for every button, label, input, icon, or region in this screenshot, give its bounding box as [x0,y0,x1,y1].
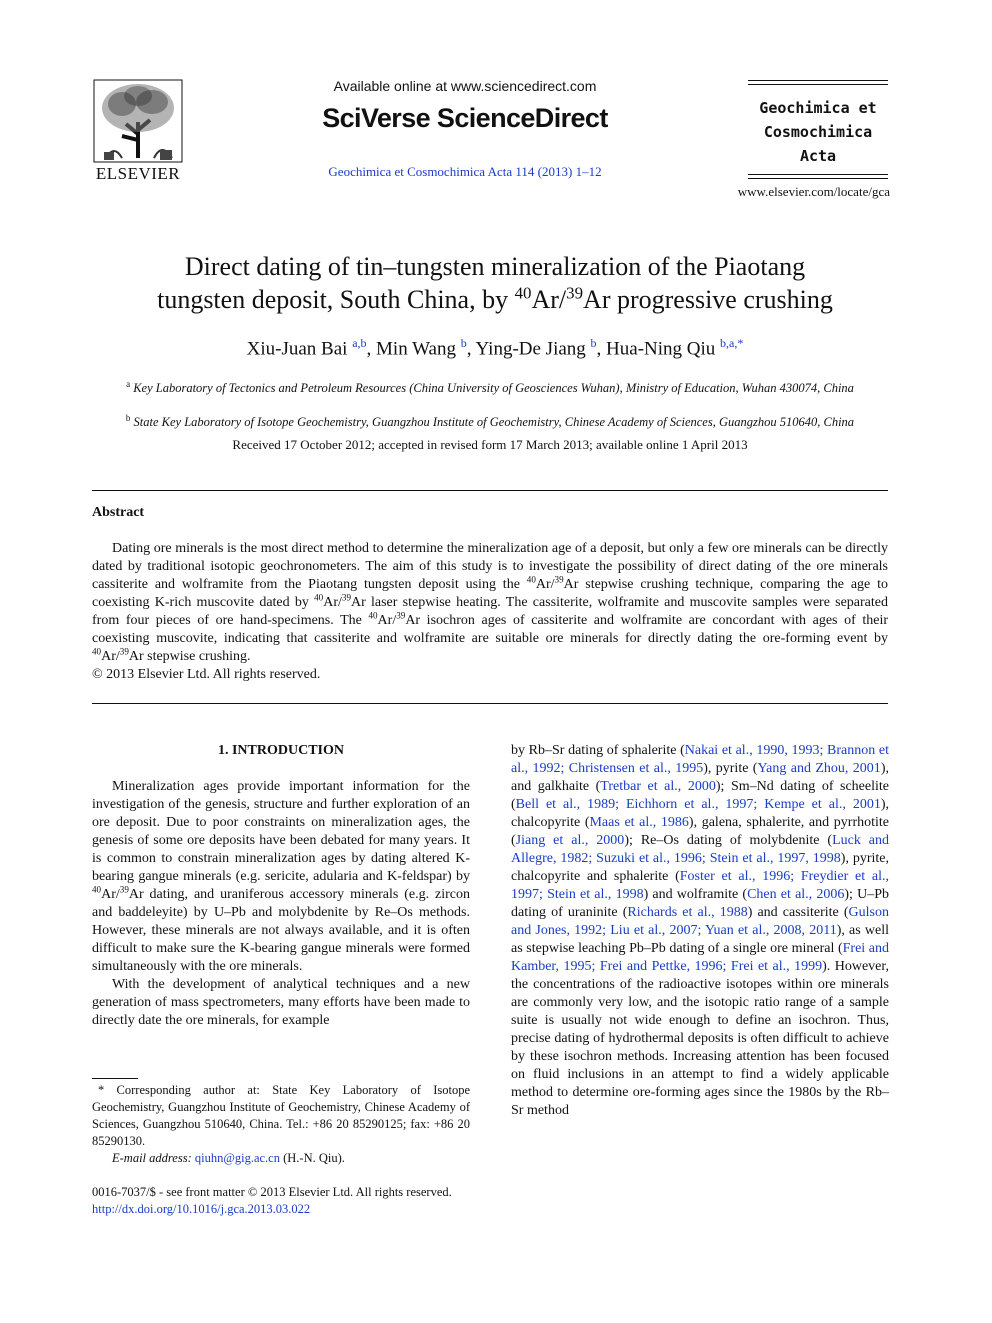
email-owner: (H.-N. Qiu). [283,1151,345,1165]
affiliation-mark: b [125,413,131,423]
body-text: Mineralization ages provide important information for the investigation of the genesis, structure and further exploration of an ore deposit. Due to poor constraints on mineralization ages, the genesis of some ore deposits have been debated for many years. It is common to constrain mineralization ages by dating altered K-bearing gangue minerals (e.g. sericite, adularia and K-feldspar) by [92,779,470,884]
isotope-superscript: 40 [92,646,102,657]
abstract-heading: Abstract [92,505,145,520]
abstract-text: Dating ore minerals is the most direct method to determine the mineralization age of a deposit, but only a few ore minerals can be directly dated by traditional isotopic geochronometers. The aim of this study is to investigate the possibility of direct dating of the ore minerals cassiterite and wolframite from the Piaotang tungsten deposit using the [92,541,888,592]
body-text: ), galena, sphalerite, and pyrrhotite ( [511,815,889,848]
body-text: ); Sm–Nd dating of scheelite ( [511,779,889,812]
abstract-text: Ar stepwise crushing technique, comparing the age to coexisting K-rich muscovite dated by [92,577,888,610]
journal-title-rule [748,178,888,179]
body-paragraph [511,742,889,1120]
front-matter [92,1184,592,1218]
abstract-top-rule [92,490,888,491]
author-name[interactable]: Hua-Ning Qiu [606,338,716,360]
body-text: ), chalcopyrite ( [511,797,889,830]
abstract-text: Ar/ [535,577,555,592]
journal-url[interactable]: www.elsevier.com/locate/gca [737,184,890,199]
body-text: ); Re–Os dating of molybdenite ( [624,833,833,848]
footnote-email-line [92,1150,470,1167]
author-separator: , [596,338,607,360]
abstract-body [92,540,888,684]
front-matter-line: 0016-7037/$ - see front matter © 2013 Elsevier Ltd. All rights reserved. [92,1185,452,1199]
isotope-superscript: 40 [314,592,324,603]
body-text: ), pyrite, chalcopyrite and sphalerite ( [511,851,889,884]
corresponding-author-footnote [92,1082,470,1167]
author-list [80,336,910,360]
author-affiliation-mark[interactable]: b,a,* [720,336,744,350]
body-text: ) and cassiterite ( [747,905,849,920]
citation-link[interactable]: Tretbar et al., 2000 [600,779,716,794]
article-title [80,250,910,316]
affiliation-text: Key Laboratory of Tectonics and Petroleum Resources (China University of Geosciences Wuhan), Ministry of Education, Wuhan 430074, China [133,381,854,396]
doi-link[interactable]: http://dx.doi.org/10.1016/j.gca.2013.03.022 [92,1202,311,1216]
article-dates: Received 17 October 2012; accepted in revised form 17 March 2013; available online 1 April 2013 [232,437,748,452]
intro-paragraph [92,778,470,976]
citation-link[interactable]: Richards et al., 1988 [627,905,748,920]
citation-link[interactable]: Yang and Zhou, 2001 [757,761,881,776]
title-text: Ar/ [531,285,567,314]
citation-link[interactable]: Chen et al., 2006 [747,887,845,902]
abstract-text: Ar/ [323,595,342,610]
author-name[interactable]: Xiu-Juan Bai [246,338,348,360]
abstract-text: Ar laser stepwise heating. The cassiterite, wolframite and muscovite samples were separated from four pieces of ore hand-specimens. The [92,595,888,628]
journal-title-rule [748,174,888,175]
section-heading: 1. INTRODUCTION [217,743,344,758]
journal-title-rule [748,84,888,85]
title-text: tungsten deposit, South China, by [157,285,515,314]
abstract-text: Ar isochron ages of cassiterite and wolframite are concordant with ages of their coexisting muscovite, indicating that cassiterite and wolframite are suitable ore minerals for directly dating the ore-forming event by [92,613,888,646]
affiliation-text: State Key Laboratory of Isotope Geochemistry, Guangzhou Institute of Geochemistry, Chinese Academy of Sciences, Guangzhou 510640, China [133,415,855,430]
abstract-text: Ar stepwise crushing. [128,649,251,664]
journal-citation-link[interactable]: Geochimica et Cosmochimica Acta 114 (2013) 1–12 [328,164,602,179]
journal-title-line: Acta [799,147,837,165]
title-text: Ar progressive crushing [583,285,833,314]
abstract-text: Ar/ [101,649,120,664]
isotope-superscript: 39 [119,884,129,895]
author-separator: , [466,338,476,360]
footnote-rule [92,1078,138,1079]
elsevier-tree-logo [92,78,184,164]
affiliation-b [92,410,888,431]
citation-link[interactable]: Luck and Allegre, 1982; Suzuki et al., 1996; Stein et al., 1997, 1998 [511,833,889,866]
citation-link[interactable]: Bell et al., 1989; Eichhorn et al., 1997; Kempe et al., 2001 [515,797,881,812]
body-text: ). However, the concentrations of the radioactive isotopes within ore minerals are commonly very low, and the isotopic ratio range of a sample suite is usually not wide enough to define an isochron. Thus, precise dating of hydrothermal deposits is often difficult to achieve by these isochron methods. Increasing attention has been focused on fluid inclusions in an attempt to find a widely applicable method to determine ore-forming ages since the 1980s by the Rb–Sr method [511,959,889,1118]
citation-link[interactable]: Maas et al., 1986 [589,815,689,830]
affiliation-mark: a [126,379,131,389]
journal-title-rule [748,80,888,81]
author-affiliation-mark[interactable]: a,b [352,336,367,350]
citation-link[interactable]: Nakai et al., 1990, 1993; Brannon et al., 1992; Christensen et al., 1995 [511,743,889,776]
isotope-superscript: 39 [566,283,584,303]
author-name[interactable]: Min Wang [376,338,456,360]
journal-title-block [740,96,896,168]
isotope-superscript: 39 [554,574,564,585]
citation-link[interactable]: Gulson and Jones, 1992; Liu et al., 2007; Yuan et al., 2008, 2011 [511,905,889,938]
email-label: E-mail address: [112,1151,192,1165]
body-text: Ar/ [101,887,120,902]
citation-link[interactable]: Frei and Kamber, 1995; Frei and Pettke, 1996; Frei et al., 1999 [511,941,890,974]
publisher-wordmark: ELSEVIER [95,164,181,183]
affiliation-a [92,376,888,397]
citation-link[interactable]: Jiang et al., 2000 [515,833,625,848]
journal-title-line: Cosmochimica [763,123,873,141]
isotope-superscript: 40 [514,283,532,303]
author-affiliation-mark[interactable]: b [460,336,467,350]
available-online-text: Available online at www.sciencedirect.com [333,78,597,94]
abstract-copyright: © 2013 Elsevier Ltd. All rights reserved. [92,667,321,682]
body-text: ), pyrite ( [703,761,758,776]
citation-link[interactable]: Foster et al., 1996; Freydier et al., 1997; Stein et al., 1998 [511,869,890,902]
isotope-superscript: 39 [396,610,406,621]
isotope-superscript: 39 [119,646,129,657]
platform-logo: SciVerse ScienceDirect [322,103,608,133]
isotope-superscript: 39 [341,592,351,603]
isotope-superscript: 40 [526,574,536,585]
body-text: ); U–Pb dating of uraninite ( [511,887,889,920]
body-text: Ar dating, and uraniferous accessory minerals (e.g. zircon and baddeleyite) by U–Pb and molybdenite by Re–Os methods. However, these minerals are not always available, and it is often difficult to make sure the K-bearing gangue minerals were formed simultaneously with the ore minerals. [92,887,470,974]
isotope-superscript: 40 [92,884,102,895]
intro-paragraph: With the development of analytical techniques and a new generation of mass spectrometers, many efforts have been made to directly date the ore minerals, for example [92,977,470,1028]
journal-title-line: Geochimica et [759,99,877,117]
elsevier-tree-icon [92,78,184,164]
isotope-superscript: 40 [368,610,378,621]
abstract-paragraph [92,540,888,666]
body-text: ) and wolframite ( [643,887,748,902]
left-column [92,742,470,1030]
abstract-bottom-rule [92,703,888,704]
title-line-1: Direct dating of tin–tungsten mineralization of the Piaotang [184,252,806,281]
abstract-text: Ar/ [377,613,397,628]
author-name[interactable]: Ying-De Jiang [475,338,586,360]
body-text: by Rb–Sr dating of sphalerite ( [511,743,685,758]
email-link[interactable]: qiuhn@gig.ac.cn [194,1151,280,1165]
footnote-text: * Corresponding author at: State Key Laboratory of Isotope Geochemistry, Guangzhou Institute of Geochemistry, Chinese Academy of Sciences, Guangzhou 510640, China. Tel.: +86 20 85290125; fax: +86 20 85290130. [92,1083,470,1148]
body-text: ), as well as stepwise leaching Pb–Pb dating of a single ore mineral ( [511,923,889,956]
author-affiliation-mark[interactable]: b [590,336,597,350]
title-line-2 [80,283,910,316]
right-column [511,742,889,1120]
author-separator: , [366,338,377,360]
body-text: ), and galkhaite ( [511,761,889,794]
